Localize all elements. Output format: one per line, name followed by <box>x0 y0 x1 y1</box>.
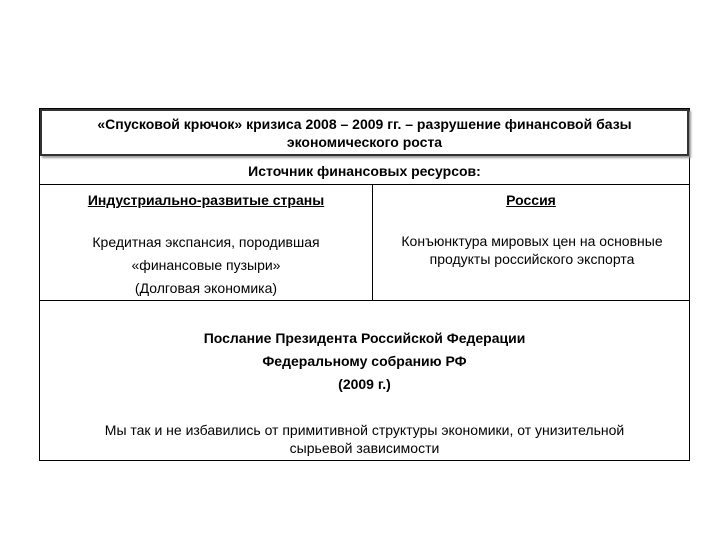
table-title <box>40 109 689 156</box>
quote-line: Мы так и не избавились от примитивной структуры экономики, от унизительной <box>104 422 625 438</box>
address-quote <box>46 421 683 457</box>
title-line: экономического роста <box>286 133 443 150</box>
column-heading: Индустриально-развитые страны <box>87 192 325 208</box>
text-line: (Долговая экономика) <box>134 280 278 296</box>
address-title <box>40 327 689 396</box>
text-line: «финансовые пузыри» <box>131 257 281 273</box>
text-line: Конъюнктура мировых цен на основные <box>401 233 663 249</box>
text-line: Кредитная экспансия, породившая <box>92 234 320 250</box>
quote-line: сырьевой зависимости <box>289 440 440 456</box>
column-heading: Россия <box>506 192 556 208</box>
title-line: «Спусковой крючок» кризиса 2008 – 2009 гг. – разрушение финансовой базы <box>97 115 632 132</box>
address-title-line: (2009 г.) <box>338 376 391 392</box>
source-header: Источник финансовых ресурсов: <box>40 157 689 185</box>
presidential-address <box>40 300 689 460</box>
address-title-line: Послание Президента Российской Федерации <box>203 330 526 346</box>
column-text <box>377 232 687 268</box>
column-russia <box>373 185 689 300</box>
text-line: продукты российского экспорта <box>429 251 635 267</box>
column-text <box>44 231 368 300</box>
crisis-table <box>39 108 690 461</box>
address-title-line: Федеральному собранию РФ <box>262 353 467 369</box>
column-developed-countries <box>40 185 373 300</box>
